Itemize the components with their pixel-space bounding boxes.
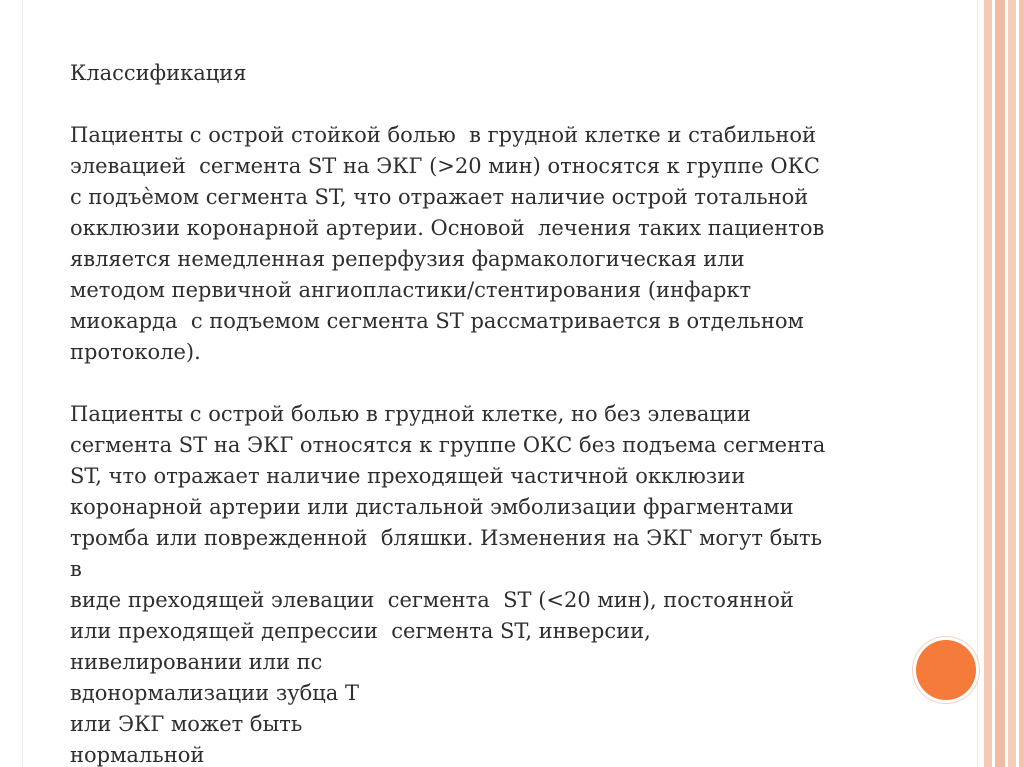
stripe bbox=[1008, 0, 1016, 767]
text-line: вдонормализации зубца Т bbox=[70, 681, 359, 705]
stripe bbox=[995, 0, 1005, 767]
decorative-stripes bbox=[978, 0, 1024, 767]
text-line: коронарной артерии или дистальной эмболизации фрагментами bbox=[70, 495, 794, 519]
text-line: или ЭКГ может быть bbox=[70, 712, 303, 736]
paragraph-gap bbox=[70, 368, 920, 399]
text-line: миокарда с подъемом сегмента ST рассматривается в отдельном bbox=[70, 309, 804, 333]
text-line: виде преходящей элевации сегмента ST (<20 мин), постоянной bbox=[70, 588, 794, 612]
text-line: сегмента ST на ЭКГ относятся к группе ОКС без подъема сегмента bbox=[70, 433, 826, 457]
paragraph-stemi bbox=[70, 120, 920, 368]
stripe bbox=[1019, 0, 1024, 767]
text-line: нормальной bbox=[70, 743, 205, 767]
text-line: или преходящей депрессии сегмента ST, инверсии, bbox=[70, 619, 651, 643]
slide-content bbox=[70, 58, 920, 767]
text-line: нивелировании или пс bbox=[70, 650, 323, 674]
text-line: является немедленная реперфузия фармакологическая или bbox=[70, 247, 745, 271]
text-line: Пациенты с острой болью в грудной клетке, но без элевации bbox=[70, 402, 751, 426]
text-line: в bbox=[70, 557, 82, 581]
text-line: методом первичной ангиопластики/стентирования (инфаркт bbox=[70, 278, 752, 302]
text-line: окклюзии коронарной артерии. Основой лечения таких пациентов bbox=[70, 216, 825, 240]
paragraph-nstemi bbox=[70, 399, 920, 767]
text-line: с подъѐмом сегмента ST, что отражает наличие острой тотальной bbox=[70, 185, 809, 209]
text-line: элевацией сегмента ST на ЭКГ (>20 мин) относятся к группе ОКС bbox=[70, 154, 820, 178]
stripe bbox=[984, 0, 992, 767]
text-line: тромба или поврежденной бляшки. Изменения на ЭКГ могут быть bbox=[70, 526, 823, 550]
text-line: ST, что отражает наличие преходящей частичной окклюзии bbox=[70, 464, 746, 488]
text-line: протоколе). bbox=[70, 340, 201, 364]
decorative-circle bbox=[916, 640, 976, 700]
text-line: Пациенты с острой стойкой болью в грудной клетке и стабильной bbox=[70, 123, 817, 147]
slide-heading: Классификация bbox=[70, 61, 247, 85]
